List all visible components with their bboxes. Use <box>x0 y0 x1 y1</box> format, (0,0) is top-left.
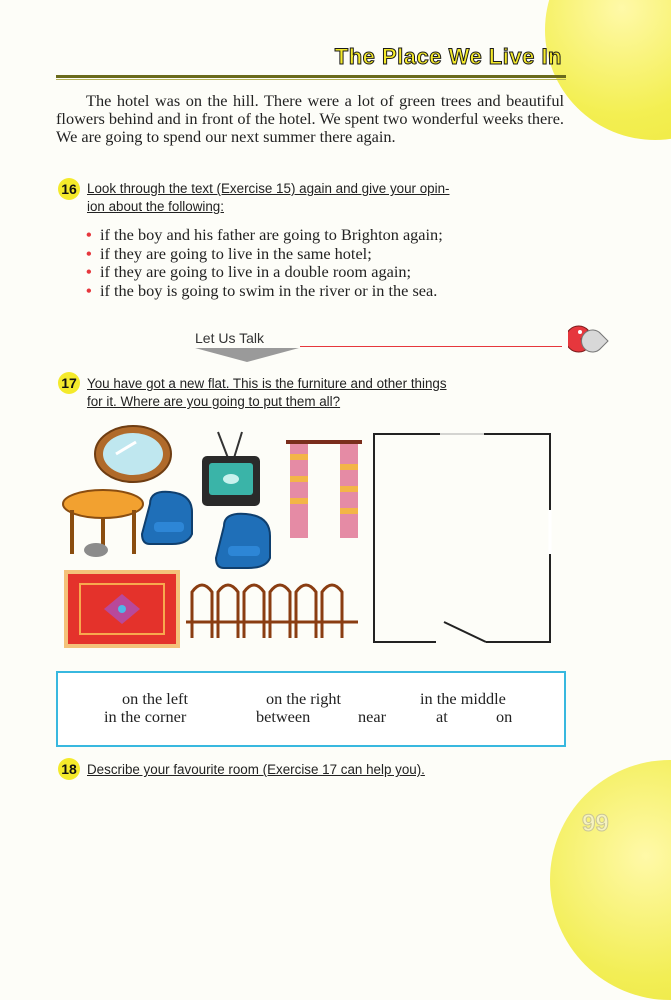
furniture-illustration <box>58 418 370 654</box>
page-title: The Place We Live In <box>334 44 562 69</box>
phrases-box <box>56 671 566 747</box>
curtains-icon <box>286 440 362 538</box>
exercise-16-instruction-line2: ion about the following: <box>87 199 224 214</box>
section-arrow <box>195 348 299 362</box>
exercise-17-instruction-line2: for it. Where are you going to put them all? <box>87 394 341 409</box>
table-icon <box>63 490 143 557</box>
decorative-yellow-circle-bottom <box>550 760 671 1000</box>
chairs-icon <box>186 585 358 638</box>
page-number: 99 <box>582 810 609 837</box>
reading-paragraph: The hotel was on the hill. There were a lot of green trees and beautiful flowers behind and in front of the hotel. We spent two wonderful weeks there. We are going to spend our next summer there again. <box>56 91 564 146</box>
section-label: Let Us Talk <box>195 330 264 346</box>
list-item: • if they are going to live in the same hotel; <box>86 243 372 263</box>
floor-plan <box>368 428 558 648</box>
armchair-icon <box>216 514 270 568</box>
title-rule <box>56 75 566 78</box>
exercise-18-number: 18 <box>58 758 80 780</box>
list-item: • if the boy is going to swim in the river or in the sea. <box>86 280 438 300</box>
phrase: in the corner <box>104 707 187 726</box>
tv-icon <box>202 432 260 506</box>
phrase: on the right <box>266 689 342 708</box>
exercise-16-instruction-line1: Look through the text (Exercise 15) again and give your opin- <box>87 181 450 196</box>
talk-mouths-icon <box>568 318 628 358</box>
exercise-17-instruction-line1: You have got a new flat. This is the furniture and other things <box>87 376 447 391</box>
phrase: on the left <box>122 689 189 708</box>
exercise-16-number: 16 <box>58 178 80 200</box>
list-item: • if the boy and his father are going to Brighton again; <box>86 225 443 244</box>
section-rule <box>300 346 562 347</box>
exercise-18-instruction: Describe your favourite room (Exercise 17 can help you). <box>87 762 425 777</box>
armchair-icon <box>142 492 192 544</box>
phrase: on <box>496 707 513 726</box>
phrase: between <box>256 707 311 726</box>
phrase: near <box>358 707 387 726</box>
exercise-17-number: 17 <box>58 372 80 394</box>
mirror-icon <box>95 426 171 482</box>
title-rule-thin <box>56 79 566 80</box>
exercise-16-list <box>86 226 566 300</box>
list-item: • if they are going to live in a double room again; <box>86 262 412 281</box>
carpet-icon <box>66 572 178 646</box>
phrase: at <box>436 707 448 726</box>
phrase: in the middle <box>420 689 506 708</box>
